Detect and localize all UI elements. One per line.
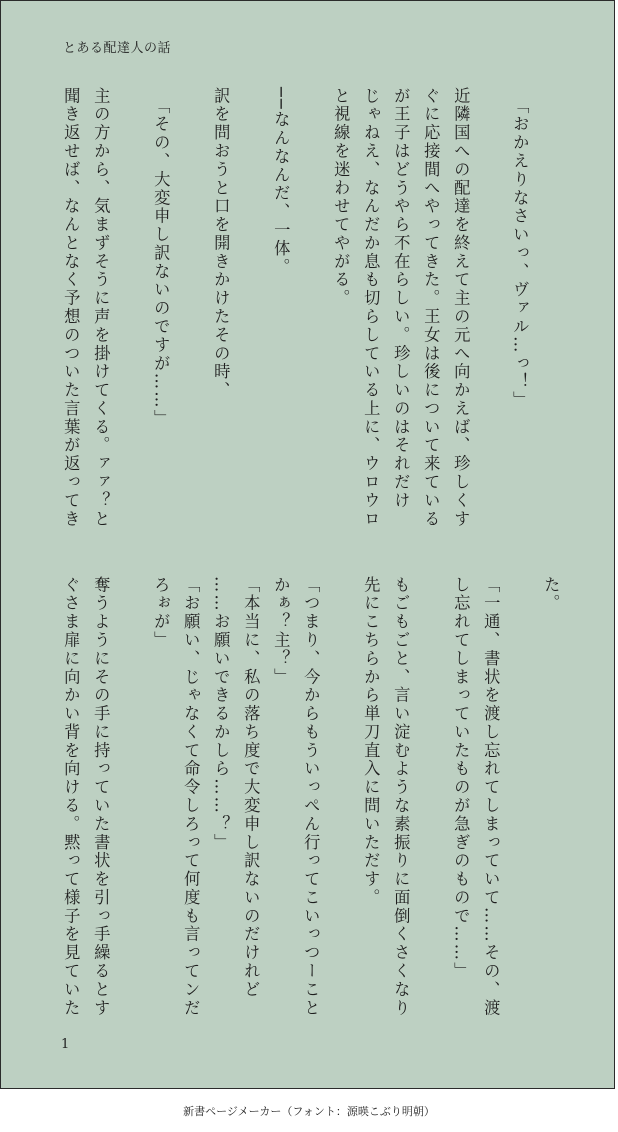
text-column: た。 xyxy=(541,576,561,613)
text-column: ろぉが」 xyxy=(151,576,171,650)
text-column: 「本当に、私の落ち度で大変申し訳ないのだけれど xyxy=(241,576,261,999)
text-column: じゃねえ、なんだか息も切らしている上に、ウロウロ xyxy=(361,87,381,529)
text-column: 「おかえりなさいっ、ヴァル…っ！」 xyxy=(510,97,530,410)
text-column: 「一通、書状を渡し忘れてしまっていて……その、渡 xyxy=(481,576,501,1018)
text-column: 「つまり、今からもういっぺん行ってこいっつーこと xyxy=(301,576,321,1018)
running-title: とある配達人の話 xyxy=(63,41,172,56)
text-column: 奪うようにその手に持っていた書状を引っ手繰るとす xyxy=(91,576,111,1018)
text-column: もごもごと、言い淀むような素振りに面倒くさくなり xyxy=(391,576,411,1018)
text-column: かぁ？主？」 xyxy=(271,576,291,687)
text-column: し忘れてしまっていたものが急ぎのもので……」 xyxy=(451,576,471,981)
text-column: が王子はどうやら不在らしい。珍しいのはそれだけ xyxy=(391,87,411,510)
text-column: 「お願い、じゃなくて命令しろって何度も言ってンだ xyxy=(181,576,201,1018)
text-column: 主の方から、気まずそうに声を掛けてくる。ァァ？と xyxy=(91,87,111,529)
page-number: 1 xyxy=(61,1037,70,1052)
text-column: 「その、大変申し訳ないのですが……」 xyxy=(151,97,171,429)
text-column: 訳を問おうと口を開きかけたその時、 xyxy=(211,87,231,400)
text-column: 聞き返せば、なんとなく予想のついた言葉が返ってき xyxy=(61,87,81,529)
text-column: 近隣国への配達を終えて主の元へ向かえば、珍しくす xyxy=(451,87,471,529)
text-column: ……お願いできるかしら……？」 xyxy=(211,576,231,852)
footer-credit: 新書ページメーカー（フォント：源暎こぶり明朝） xyxy=(183,1105,435,1118)
text-column: 先にこちらから単刀直入に問いただす。 xyxy=(361,576,381,908)
text-column: と視線を迷わせてやがる。 xyxy=(331,87,351,308)
text-column: ぐに応接間へやってきた。王女は後について来ている xyxy=(421,87,441,529)
text-column: ──なんなんだ、一体。 xyxy=(271,87,291,277)
text-column: ぐさま扉に向かい背を向ける。黙って様子を見ていた xyxy=(61,576,81,1018)
